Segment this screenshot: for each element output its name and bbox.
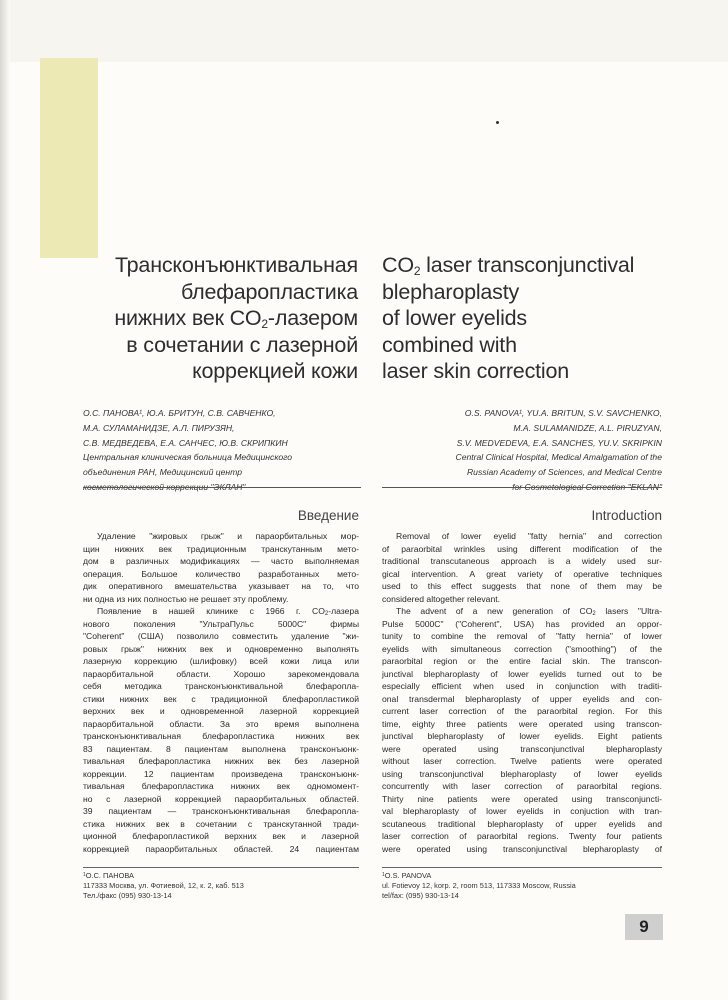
text-line: considered altogether relevant. (382, 593, 501, 604)
text-line: especially efficient when used in conjunction with traditi- (382, 681, 662, 691)
text-line: коррекции. 12 пациентам произведена трансконъюнк- (83, 768, 359, 779)
text-line: Thirty nine patients were operated using transconjuncti- (382, 793, 662, 804)
title-en-line: $CO_2$ laser transconjunctival (382, 253, 635, 278)
text-line: параорбитальной области. Хорошо зарекомендовала (83, 668, 359, 679)
divider-ru (83, 487, 361, 488)
footnote-ru (83, 871, 244, 902)
text-line: ни одна из них полностью не решает эту проблему. (83, 593, 289, 604)
footnote-divider-en (382, 867, 662, 868)
text-line: eyelids with simultaneous correction ("smoothing") of the (382, 643, 662, 654)
text-line: tunity to combine the removal of "fatty hernia" of lower (382, 631, 662, 641)
text-line: операция. Большое количество разработанных мето- (83, 568, 359, 579)
sticky-note (40, 58, 98, 258)
text-line: стика нижних век в сочетании с транскутанной тради- (83, 818, 359, 829)
text-line: concurrently with laser correction of paraorbital regions. (382, 781, 662, 791)
divider-en (382, 487, 662, 488)
affiliation-line: for Cosmetological Correction "EKLAN" (512, 481, 662, 492)
text-line: gical intervention. A great variety of operative techniques (382, 568, 662, 579)
author-names-line: С.В. МЕДВЕДЕВА, Е.А. САНЧЕС, Ю.В. СКРИПКИН (83, 437, 288, 448)
text-line: лазерную коррекцию (шлифовку) всей кожи лица или (83, 656, 359, 666)
text-line: тивальная блефаропластика нижних век одномомент- (83, 781, 359, 791)
scan-top-band (0, 0, 728, 62)
authors-en (382, 406, 662, 495)
text-line: The advent of a new generation of $CO_2$ lasers "Ultra- (396, 606, 662, 617)
text-line: Pulse 5000C" ("Coherent", USA) has provided an oppor- (382, 618, 662, 629)
title-en-line: laser skin correction (382, 359, 569, 383)
affiliation-line: Central Clinical Hospital, Medical Amalgamation of the (455, 452, 662, 463)
text-line: without laser correction. Twelve patients were operated (382, 756, 662, 766)
footnote-phone: tel/fax: (095) 930-13-14 (382, 891, 459, 901)
text-line: тивальная блефаропластика нижних век без лазерной (83, 756, 359, 766)
text-line: дик оперативного вмешательства указывает на то, что (83, 581, 359, 591)
affiliation-line: Russian Academy of Sciences, and Medical Centre (466, 467, 662, 478)
text-line: дом в различных модификациях — часто выполняемая (83, 556, 359, 566)
body-text-ru (83, 530, 359, 855)
text-line: Удаление "жировых грыж" и параорбитальных мор- (97, 531, 359, 541)
text-line: junctival blepharoplasty of lower eyelids turned out to be (382, 668, 662, 679)
text-line: 39 пациентам — трансконъюнктивальная блефаропла- (83, 806, 359, 816)
author-names-line: S.V. MEDVEDEVA, E.A. SANCHES, YU.V. SKRIPKIN (456, 437, 662, 448)
title-en-line: of lower eyelids (382, 306, 527, 330)
text-line: scutaneous traditional blepharoplasty of upper eyelids and (382, 818, 662, 829)
title-ru-line: блефаропластика (181, 279, 358, 304)
title-ru-line: коррекцией кожи (192, 359, 358, 383)
title-ru-line: Трансконъюнктивальная (114, 253, 358, 277)
footnote-en (382, 871, 576, 902)
affiliation-line: объединения РАН, Медицинский центр (83, 467, 243, 478)
authors-ru (83, 406, 361, 495)
text-line: time, eighty three patients were operated using transcon- (382, 718, 662, 729)
text-line: себя методика трансконъюнктивальной блефаропла- (83, 681, 359, 691)
footnote-name: $^1$О.С. ПАНОВА (83, 871, 134, 880)
text-line: 83 пациентам. 8 пациентам выполнена трансконъюнк- (83, 743, 359, 754)
footnote-name: $^1$O.S. PANOVA (382, 871, 432, 880)
title-en-line: blepharoplasty (382, 279, 520, 304)
text-line: were operated using transconjunctival blepharoplasty of (382, 843, 662, 854)
text-line: used to this effect suggests that none of them may be (382, 581, 662, 591)
text-line: трансконъюнктивальная блефаропластика нижних век (83, 731, 359, 741)
section-heading-ru: Введение (297, 508, 359, 523)
title-en-line: combined with (382, 332, 517, 357)
author-names-line: О.С. ПАНОВА¹, Ю.А. БРИТУН, С.В. САВЧЕНКО, (83, 408, 276, 418)
footnote-divider-ru (83, 867, 359, 868)
affiliation-line: косметологической коррекции "ЭКЛАН" (83, 481, 246, 492)
text-line: стики нижних век с традиционной блефаропластикой (83, 693, 359, 704)
text-line: ровых грыж" нижних век и одновременно выполнять (83, 643, 359, 654)
affiliation-line: Центральная клиническая больница Медицинского (83, 452, 293, 463)
text-line: параорбитальной области. За это время выполнена (83, 718, 359, 729)
author-names-line: O.S. PANOVA¹, YU.A. BRITUN, S.V. SAVCHENKO, (464, 408, 662, 418)
article-title-ru (60, 252, 358, 385)
author-names-line: M.A. SULAMANIDZE, A.L. PIRUZYAN, (513, 422, 662, 433)
section-heading-en: Introduction (591, 508, 662, 523)
article-title-en (382, 252, 702, 385)
text-line: onal transdermal blepharoplasty of upper eyelids and con- (382, 693, 662, 704)
text-line: current laser correction of the paraorbital region. For this (382, 706, 662, 716)
text-line: Removal of lower eyelid "fatty hernia" and correction (396, 531, 662, 541)
text-line: верхних век и одновременной лазерной коррекцией (83, 706, 359, 716)
page-number: 9 (625, 914, 663, 940)
text-line: коррекцией параорбитальных областей. 24 пациентам (83, 843, 359, 854)
text-line: paraorbital region or the entire facial skin. The transcon- (382, 656, 662, 666)
text-line: val blepharoplasty of lower eyelids in conjuction with tran- (382, 806, 662, 816)
text-line: щин нижних век традиционным транскутанным мето- (83, 543, 359, 554)
text-line: ционной блефаропластикой верхних век и лазерной (83, 831, 359, 841)
footnote-address: ul. Fotievoy 12, korp. 2, room 513, 117333 Moscow, Russia (382, 881, 576, 891)
author-names-line: М.А. СУЛАМАНИДЗЕ, А.Л. ПИРУЗЯН, (83, 422, 235, 433)
title-ru-line: в сочетании с лазерной (126, 332, 358, 357)
text-line: junctival blepharoplasty of lower eyelids. Eight patients (382, 731, 662, 741)
ink-dot (496, 121, 499, 124)
text-line: Появление в нашей клинике с 1966 г. $CO_2$-лазера (97, 606, 359, 617)
text-line: traditional transcutaneous approach is a widely used sur- (382, 556, 662, 566)
text-line: но с лазерной коррекцией параорбитальных областей. (83, 793, 359, 804)
scan-left-edge (0, 0, 10, 1000)
body-text-en (382, 530, 662, 855)
title-ru-line: нижних век $CO_2$-лазером (114, 306, 358, 331)
text-line: of paraorbital wrinkles using different modification of the (382, 543, 662, 554)
text-line: laser correction of paraorbital regions. Twenty four patients (382, 831, 662, 841)
text-line: using transconjunctival blepharoplasty of lower eyelids (382, 768, 662, 779)
text-line: were operated using transconjunctival blepharoplasty (382, 743, 662, 754)
footnote-phone: Тел./факс (095) 930-13-14 (83, 891, 172, 901)
text-line: нового поколения "УльтраПульс 5000С" фирмы (83, 618, 359, 629)
footnote-address: 117333 Москва, ул. Фотиевой, 12, к. 2, каб. 513 (83, 881, 244, 891)
text-line: "Coherent" (США) позволило совместить удаление "жи- (83, 631, 359, 641)
